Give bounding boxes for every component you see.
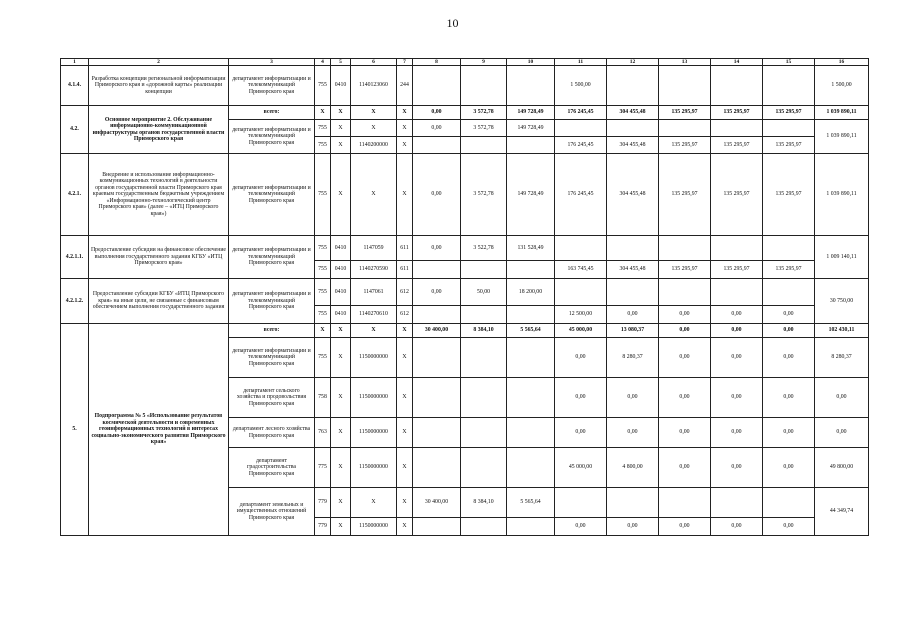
cell xyxy=(711,236,763,261)
cell: 0410 xyxy=(331,66,351,106)
cell: 0,00 xyxy=(815,418,869,448)
cell xyxy=(461,306,507,324)
cell: 3 522,78 xyxy=(461,236,507,261)
row-code: 5. xyxy=(61,324,89,536)
row-dept: департамент земельных и имущественных отношений Приморского края xyxy=(229,488,315,536)
col-header: 1 xyxy=(61,59,89,66)
cell: 0,00 xyxy=(607,518,659,536)
cell: 0,00 xyxy=(659,324,711,338)
cell: X xyxy=(351,106,397,120)
row-name: Подпрограмма № 5 «Использование результатов космической деятельности и современных геоинформационных технологий в интересах социально-экономического развития Приморского края» xyxy=(89,324,229,536)
cell: 0,00 xyxy=(711,418,763,448)
row-code: 4.2.1.2. xyxy=(61,279,89,324)
cell: X xyxy=(331,338,351,378)
cell: 0410 xyxy=(331,279,351,306)
cell: 0,00 xyxy=(413,154,461,236)
cell: X xyxy=(397,154,413,236)
cell xyxy=(507,448,555,488)
row-dept: департамент информатизации и телекоммуникаций Приморского края xyxy=(229,154,315,236)
row-name: Внедрение и использование информационно-коммуникационных технологий в деятельности органов государственной власти Приморского края краевым государственным бюджетным учреждением «Информационно-технологический центр Приморского края» (далее – «ИТЦ Приморского края») xyxy=(89,154,229,236)
cell: 30 400,00 xyxy=(413,488,461,518)
cell: 176 245,45 xyxy=(555,106,607,120)
row-name: Разработка концепции региональной информатизации Приморского края и «дорожной карты» реализации концепции xyxy=(89,66,229,106)
cell: 131 528,49 xyxy=(507,236,555,261)
cell: 0,00 xyxy=(711,518,763,536)
cell: X xyxy=(331,488,351,518)
cell: 1140200000 xyxy=(351,137,397,154)
cell: 0,00 xyxy=(763,518,815,536)
cell: 1150000000 xyxy=(351,448,397,488)
cell xyxy=(507,518,555,536)
cell: 0,00 xyxy=(763,448,815,488)
cell xyxy=(507,66,555,106)
row-dept: департамент градостроительства Приморского края xyxy=(229,448,315,488)
cell xyxy=(659,279,711,306)
table-row xyxy=(61,279,869,306)
row-code: 4.2.1.1. xyxy=(61,236,89,279)
cell: 612 xyxy=(397,279,413,306)
cell xyxy=(659,236,711,261)
total-label: всего: xyxy=(229,324,315,338)
row-code: 4.2.1. xyxy=(61,154,89,236)
col-header: 13 xyxy=(659,59,711,66)
cell: 755 xyxy=(315,66,331,106)
cell xyxy=(461,518,507,536)
cell: 779 xyxy=(315,488,331,518)
cell: 0,00 xyxy=(659,448,711,488)
cell: 49 800,00 xyxy=(815,448,869,488)
cell: 0,00 xyxy=(711,378,763,418)
cell: X xyxy=(331,378,351,418)
cell: X xyxy=(351,488,397,518)
col-header: 10 xyxy=(507,59,555,66)
cell: 755 xyxy=(315,236,331,261)
cell: X xyxy=(397,120,413,137)
cell: 758 xyxy=(315,378,331,418)
cell: 1150000000 xyxy=(351,418,397,448)
cell: X xyxy=(397,106,413,120)
cell: 1 009 140,11 xyxy=(815,236,869,279)
col-header: 4 xyxy=(315,59,331,66)
cell xyxy=(413,378,461,418)
cell: 304 455,48 xyxy=(607,261,659,279)
cell xyxy=(507,338,555,378)
cell xyxy=(711,279,763,306)
cell: 8 384,10 xyxy=(461,324,507,338)
cell: 0,00 xyxy=(815,378,869,418)
cell xyxy=(763,66,815,106)
cell: 45 000,00 xyxy=(555,448,607,488)
cell: 1140270590 xyxy=(351,261,397,279)
cell: 0,00 xyxy=(763,306,815,324)
cell: 0,00 xyxy=(413,106,461,120)
cell: 0,00 xyxy=(659,518,711,536)
cell xyxy=(659,120,711,137)
col-header: 6 xyxy=(351,59,397,66)
cell xyxy=(555,120,607,137)
cell: 135 295,97 xyxy=(659,137,711,154)
cell: 5 565,64 xyxy=(507,488,555,518)
col-header: 2 xyxy=(89,59,229,66)
cell: X xyxy=(397,378,413,418)
cell: 1 039 890,11 xyxy=(815,106,869,120)
cell: 1150000000 xyxy=(351,338,397,378)
col-header: 8 xyxy=(413,59,461,66)
cell: X xyxy=(331,154,351,236)
cell: 8 280,37 xyxy=(607,338,659,378)
cell: 304 455,48 xyxy=(607,137,659,154)
cell: 0,00 xyxy=(555,418,607,448)
row-dept: департамент информатизации и телекоммуникаций Приморского края xyxy=(229,236,315,279)
row-name: Основное мероприятие 2. Обслуживание информационно-коммуникационной инфраструктуры органов государственной власти Приморского края xyxy=(89,106,229,154)
cell: 0,00 xyxy=(711,338,763,378)
cell: 0410 xyxy=(331,236,351,261)
cell xyxy=(507,378,555,418)
table-row xyxy=(61,106,869,120)
cell: X xyxy=(351,324,397,338)
cell xyxy=(507,137,555,154)
cell: 102 430,11 xyxy=(815,324,869,338)
cell: 0,00 xyxy=(607,306,659,324)
col-header: 12 xyxy=(607,59,659,66)
cell: 135 295,97 xyxy=(763,154,815,236)
cell: 149 728,49 xyxy=(507,154,555,236)
cell: 0,00 xyxy=(711,324,763,338)
cell xyxy=(413,418,461,448)
cell: X xyxy=(331,418,351,448)
cell: X xyxy=(315,324,331,338)
cell: 0,00 xyxy=(555,378,607,418)
cell xyxy=(461,448,507,488)
cell: 1 500,00 xyxy=(555,66,607,106)
cell xyxy=(763,488,815,518)
cell: 50,00 xyxy=(461,279,507,306)
cell: X xyxy=(331,448,351,488)
cell: 1140123060 xyxy=(351,66,397,106)
table-row xyxy=(61,154,869,236)
cell: 135 295,97 xyxy=(711,154,763,236)
cell: 149 728,49 xyxy=(507,120,555,137)
cell: 0,00 xyxy=(659,378,711,418)
cell xyxy=(763,120,815,137)
cell: 135 295,97 xyxy=(659,154,711,236)
cell xyxy=(461,418,507,448)
cell: 779 xyxy=(315,518,331,536)
cell: X xyxy=(351,154,397,236)
table-row xyxy=(61,66,869,106)
cell xyxy=(763,279,815,306)
header-row xyxy=(61,59,869,66)
cell xyxy=(413,306,461,324)
cell xyxy=(413,137,461,154)
cell: 135 295,97 xyxy=(711,106,763,120)
cell: X xyxy=(351,120,397,137)
col-header: 14 xyxy=(711,59,763,66)
cell: 0,00 xyxy=(555,338,607,378)
cell: 135 295,97 xyxy=(711,261,763,279)
row-dept: департамент информатизации и телекоммуникаций Приморского края xyxy=(229,120,315,154)
cell: 135 295,97 xyxy=(763,137,815,154)
cell: 45 000,00 xyxy=(555,324,607,338)
cell: X xyxy=(397,448,413,488)
cell: 176 245,45 xyxy=(555,137,607,154)
cell: 755 xyxy=(315,120,331,137)
cell xyxy=(607,279,659,306)
cell: 611 xyxy=(397,261,413,279)
cell xyxy=(413,66,461,106)
cell xyxy=(413,518,461,536)
row-dept: департамент информатизации и телекоммуникаций Приморского края xyxy=(229,66,315,106)
cell: 763 xyxy=(315,418,331,448)
cell: 0410 xyxy=(331,261,351,279)
total-label: всего: xyxy=(229,106,315,120)
cell: 755 xyxy=(315,154,331,236)
cell: 3 572,78 xyxy=(461,106,507,120)
cell: X xyxy=(397,418,413,448)
cell: 612 xyxy=(397,306,413,324)
cell: 1147059 xyxy=(351,236,397,261)
row-dept: департамент информатизации и телекоммуникаций Приморского края xyxy=(229,279,315,324)
cell: 1 039 890,11 xyxy=(815,120,869,154)
cell: X xyxy=(397,488,413,518)
cell: 755 xyxy=(315,261,331,279)
row-dept: департамент сельского хозяйства и продовольствия Приморского края xyxy=(229,378,315,418)
row-name: Предоставление субсидии на финансовое обеспечение выполнения государственного задания КГБУ «ИТЦ Приморского края» xyxy=(89,236,229,279)
cell: 611 xyxy=(397,236,413,261)
cell xyxy=(413,261,461,279)
cell xyxy=(461,66,507,106)
cell xyxy=(555,236,607,261)
cell: X xyxy=(331,120,351,137)
cell xyxy=(413,448,461,488)
cell: 135 295,97 xyxy=(763,106,815,120)
cell: 0,00 xyxy=(413,279,461,306)
row-code: 4.1.4. xyxy=(61,66,89,106)
cell: 0410 xyxy=(331,306,351,324)
cell: 0,00 xyxy=(413,236,461,261)
cell: X xyxy=(397,518,413,536)
cell: 0,00 xyxy=(659,306,711,324)
cell xyxy=(659,488,711,518)
cell: X xyxy=(397,324,413,338)
cell xyxy=(555,279,607,306)
cell: 163 745,45 xyxy=(555,261,607,279)
cell: 0,00 xyxy=(607,418,659,448)
cell: X xyxy=(331,324,351,338)
cell: 4 800,00 xyxy=(607,448,659,488)
cell: 3 572,78 xyxy=(461,154,507,236)
cell: 755 xyxy=(315,306,331,324)
cell: 304 455,48 xyxy=(607,154,659,236)
col-header: 11 xyxy=(555,59,607,66)
cell: 755 xyxy=(315,137,331,154)
cell xyxy=(461,338,507,378)
cell: 0,00 xyxy=(711,306,763,324)
cell xyxy=(413,338,461,378)
table-row xyxy=(61,324,869,338)
cell: 8 384,10 xyxy=(461,488,507,518)
cell: X xyxy=(331,137,351,154)
cell xyxy=(461,261,507,279)
row-code: 4.2. xyxy=(61,106,89,154)
cell: X xyxy=(331,518,351,536)
budget-table xyxy=(60,58,869,536)
cell: 1140270610 xyxy=(351,306,397,324)
cell xyxy=(711,488,763,518)
cell xyxy=(607,236,659,261)
cell: 0,00 xyxy=(763,418,815,448)
cell: 755 xyxy=(315,338,331,378)
col-header: 9 xyxy=(461,59,507,66)
cell: 0,00 xyxy=(607,378,659,418)
cell: 1 039 890,11 xyxy=(815,154,869,236)
cell xyxy=(711,66,763,106)
cell xyxy=(507,306,555,324)
col-header: 3 xyxy=(229,59,315,66)
cell: 5 565,64 xyxy=(507,324,555,338)
cell: 0,00 xyxy=(711,448,763,488)
cell xyxy=(607,120,659,137)
row-name: Предоставление субсидии КГБУ «ИТЦ Приморского края» на иные цели, не связанные с финансовым обеспечением выполнения государственного задания xyxy=(89,279,229,324)
cell xyxy=(555,488,607,518)
page-number: 10 xyxy=(446,16,459,30)
row-dept: департамент информатизации и телекоммуникаций Приморского края xyxy=(229,338,315,378)
cell: 149 728,49 xyxy=(507,106,555,120)
col-header: 15 xyxy=(763,59,815,66)
cell: 44 349,74 xyxy=(815,488,869,536)
cell xyxy=(607,488,659,518)
cell xyxy=(607,66,659,106)
cell: 135 295,97 xyxy=(763,261,815,279)
col-header: 5 xyxy=(331,59,351,66)
cell: X xyxy=(397,137,413,154)
cell: 135 295,97 xyxy=(659,261,711,279)
cell: 0,00 xyxy=(763,324,815,338)
cell: 0,00 xyxy=(659,418,711,448)
cell: 0,00 xyxy=(413,120,461,137)
cell: 775 xyxy=(315,448,331,488)
cell: 304 455,48 xyxy=(607,106,659,120)
cell: 0,00 xyxy=(659,338,711,378)
cell: 0,00 xyxy=(763,378,815,418)
row-dept: департамент лесного хозяйства Приморского края xyxy=(229,418,315,448)
cell xyxy=(763,236,815,261)
cell: 1147061 xyxy=(351,279,397,306)
cell: 1 500,00 xyxy=(815,66,869,106)
cell: 176 245,45 xyxy=(555,154,607,236)
cell: 755 xyxy=(315,279,331,306)
col-header: 7 xyxy=(397,59,413,66)
cell: X xyxy=(331,106,351,120)
cell: 1150000000 xyxy=(351,378,397,418)
cell: X xyxy=(315,106,331,120)
cell xyxy=(507,261,555,279)
cell xyxy=(507,418,555,448)
cell: 1150000000 xyxy=(351,518,397,536)
cell: 30 750,00 xyxy=(815,279,869,324)
cell: 3 572,78 xyxy=(461,120,507,137)
table-row xyxy=(61,236,869,261)
cell: 8 280,37 xyxy=(815,338,869,378)
cell: 244 xyxy=(397,66,413,106)
cell: 0,00 xyxy=(555,518,607,536)
cell: 18 200,00 xyxy=(507,279,555,306)
cell xyxy=(711,120,763,137)
cell xyxy=(659,66,711,106)
cell: 30 400,00 xyxy=(413,324,461,338)
cell: X xyxy=(397,338,413,378)
cell: 135 295,97 xyxy=(711,137,763,154)
cell xyxy=(461,378,507,418)
cell: 13 080,37 xyxy=(607,324,659,338)
col-header: 16 xyxy=(815,59,869,66)
cell: 12 500,00 xyxy=(555,306,607,324)
cell xyxy=(461,137,507,154)
cell: 0,00 xyxy=(763,338,815,378)
cell: 135 295,97 xyxy=(659,106,711,120)
